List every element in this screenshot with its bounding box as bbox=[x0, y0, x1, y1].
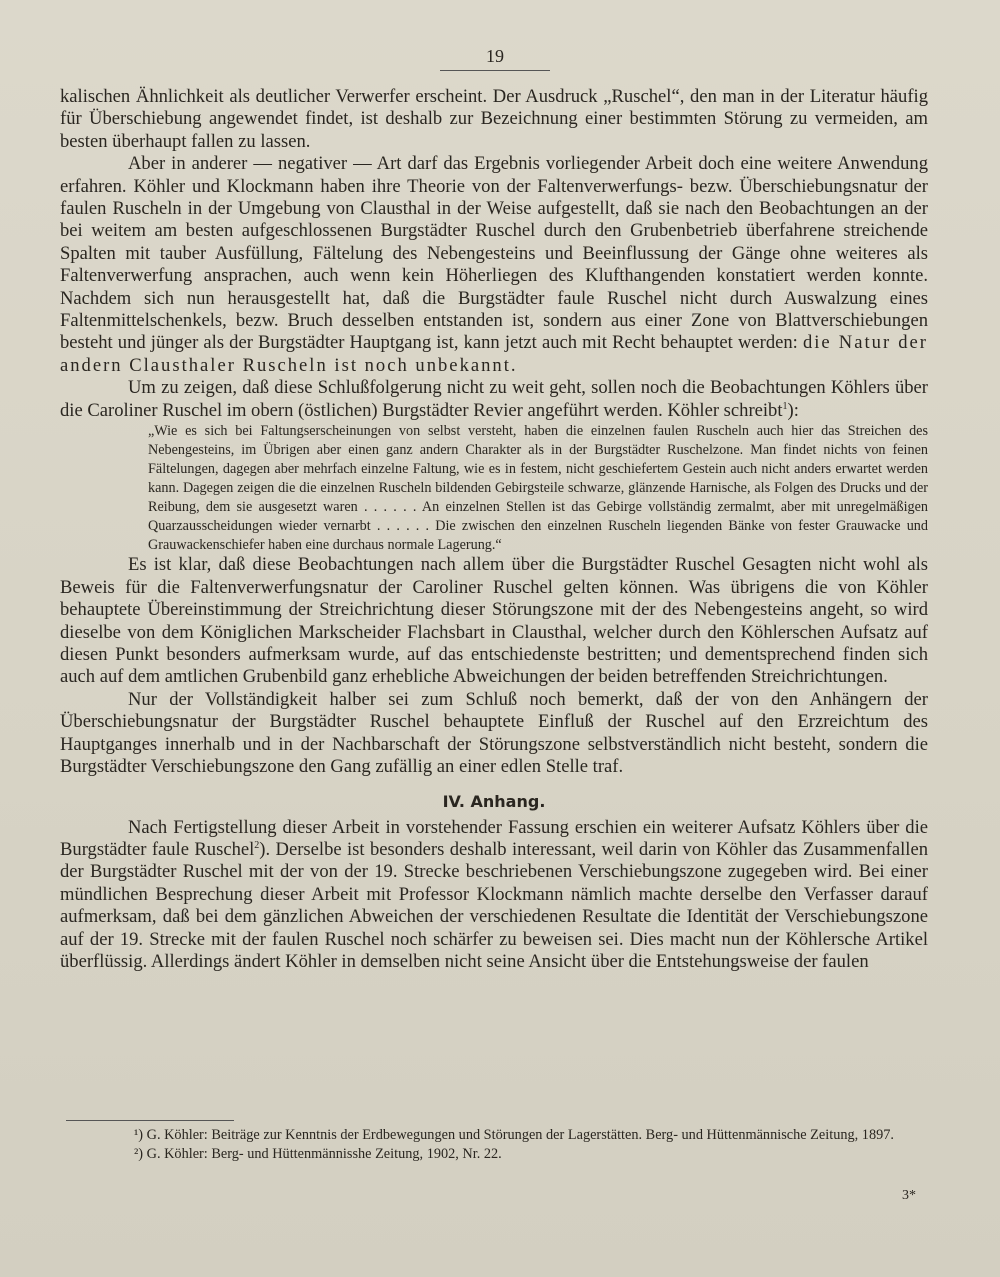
paragraph-1: kalischen Ähnlichkeit als deutlicher Verwerfer erscheint. Der Ausdruck „Ruschel“, den man in der Literatur häufig für Überschiebung angewendet findet, ist deshalb zur Bezeichnung einer bestimmten Störung zu vermeiden, am besten überhaupt fallen zu lassen. bbox=[60, 86, 928, 152]
signature-mark: 3* bbox=[902, 1188, 916, 1203]
page-number: 19 bbox=[440, 46, 550, 71]
paragraph-3-end: ): bbox=[787, 399, 799, 421]
paragraph-2 bbox=[60, 153, 928, 377]
paragraph-6-text-a: Nach Fertigstellung dieser Arbeit in vorstehender Fassung erschien ein weiterer Aufsatz Köhlers über die Burgstädter faule Ruschel bbox=[60, 816, 928, 860]
paragraph-5: Nur der Vollständigkeit halber sei zum Schluß noch bemerkt, daß der von den Anhängern der Überschiebungsnatur der Burgstädter Ruschel behauptete Einfluß der Ruschel auf den Erzreichtum des Hauptganges innerhalb und in der Nachbarschaft der Störungszone selbstverständlich nicht besteht, sondern die Burgstädter Verschiebungszone den Gang zufällig an einer edlen Stelle traf. bbox=[60, 688, 928, 778]
paragraph-3 bbox=[60, 377, 928, 422]
section-heading: IV. Anhang. bbox=[442, 791, 546, 811]
footnote-ref-1: 1 bbox=[782, 400, 788, 412]
paragraph-2-emphasis: die Natur der andern Clausthaler Ruscheln ist noch unbekannt. bbox=[60, 332, 928, 376]
footnote-1: ¹) G. Köhler: Beiträge zur Kenntnis der Erdbewegungen und Störungen der Lagerstätten. Berg- und Hüttenmännische Zeitung, 1897. bbox=[134, 1127, 894, 1143]
paragraph-3-text: Um zu zeigen, daß diese Schlußfolgerung nicht zu weit geht, sollen noch die Beobachtungen Köhlers über die Caroliner Ruschel im obern (östlichen) Burgstädter Revier angeführt werden. Köhler schreibt bbox=[60, 377, 928, 421]
block-quote: „Wie es sich bei Faltungserscheinungen von selbst versteht, haben die einzelnen faulen Ruscheln auch hier das Streichen des Nebengesteins, im Übrigen aber einen ganz andern Charakter als in der Burgstädter Ruschelzone. Man findet nichts von feinen Fältelungen, dagegen aber mehrfach einzelne Faltung, wie es in festem, nicht geschiefertem Gestein auch nicht anders erwartet werden kann. Dagegen zeigen die die einzelnen Ruscheln bildenden Gebirgsteile schwarze, glänzende Harnische, als Folgen des Drucks und der Reibung, dem sie ausgesetzt waren . . . . . . An einzelnen Stellen ist das Gebirge vollständig zermalmt, aber mit unregelmäßigen Quarzausscheidungen wieder vernarbt . . . . . . Die zwischen den einzelnen Ruscheln liegenden Bänke von fester Grauwacke und Grauwackenschiefer haben eine durchaus normale Lagerung.“ bbox=[148, 423, 928, 553]
footnote-2: ²) G. Köhler: Berg- und Hüttenmännisshe Zeitung, 1902, Nr. 22. bbox=[134, 1145, 502, 1162]
paragraph-6 bbox=[60, 817, 928, 974]
paragraph-2-text: Aber in anderer — negativer — Art darf das Ergebnis vorliegender Arbeit doch eine weitere Anwendung erfahren. Köhler und Klockmann haben ihre Theorie von der Faltenverwerfungs- bezw. Überschiebungsnatur der faulen Ruscheln in der Umgebung von Clausthal in der Weise aufgestellt, daß sie nach den Beobachtungen an der bei weitem am besten aufgeschlossenen Burgstädter Ruschel durch den Grubenbetrieb überfahrene streichende Spalten mit tauber Ausfüllung, Fältelung des Nebengesteins und Beeinflussung der Gänge ohne weiteres als Faltenverwerfung ansprachen, auch wenn kein Höherliegen des Klufthangenden konstatiert werden konnte. Nachdem sich nun herausgestellt hat, daß die Burgstädter faule Ruschel nicht durch Auswalzung eines Faltenmittelschenkels, bezw. Bruch desselben entstanden ist, sondern aus einer Zone von Blattverschiebungen besteht und jünger als der Burgstädter Hauptgang ist, kann jetzt auch mit Recht behauptet werden: bbox=[60, 153, 928, 354]
paragraph-6-text-b: ). Derselbe ist besonders deshalb interessant, weil darin von Köhler das Zusammenfallen der Burgstädter Ruschel mit der von der 19. Strecke beschriebenen Verschiebungszone zugegeben wird. Bei einer mündlichen Besprechung dieser Arbeit mit Professor Klockmann nämlich machte derselbe den Verfasser darauf aufmerksam, daß bei dem gänzlichen Abweichen der verschiedenen Resultate die Identität der Verschiebungszone auf der 19. Strecke mit der faulen Ruschel noch schärfer zu beweisen sei. Dies macht nun der Köhlersche Artikel überflüssig. Allerdings ändert Köhler in demselben nicht seine Ansicht über die Entstehungsweise der faulen bbox=[60, 838, 929, 972]
footnote-ref-2: 2 bbox=[254, 839, 260, 851]
body-text bbox=[60, 86, 928, 973]
paragraph-4: Es ist klar, daß diese Beobachtungen nach allem über die Burgstädter Ruschel Gesagten nicht wohl als Beweis für die Faltenverwerfungsnatur der Caroliner Ruschel gelten können. Was übrigens die von Köhler behauptete Übereinstimmung der Streichrichtung dieser Störungszone mit der des Nebengesteins angeht, so wird dieselbe von dem Königlichen Markscheider Flachsbart in Clausthal, welcher durch den Köhlerschen Aufsatz auf diesen Punkt besonders aufmerksam wurde, auf das entschiedenste bestritten; und dementsprechend finden sich auch auf dem amtlichen Grubenbild ganz erhebliche Abweichungen der beiden betreffenden Streichrichtungen. bbox=[60, 554, 928, 688]
footnote-divider bbox=[66, 1120, 234, 1121]
footnotes bbox=[66, 1126, 936, 1163]
